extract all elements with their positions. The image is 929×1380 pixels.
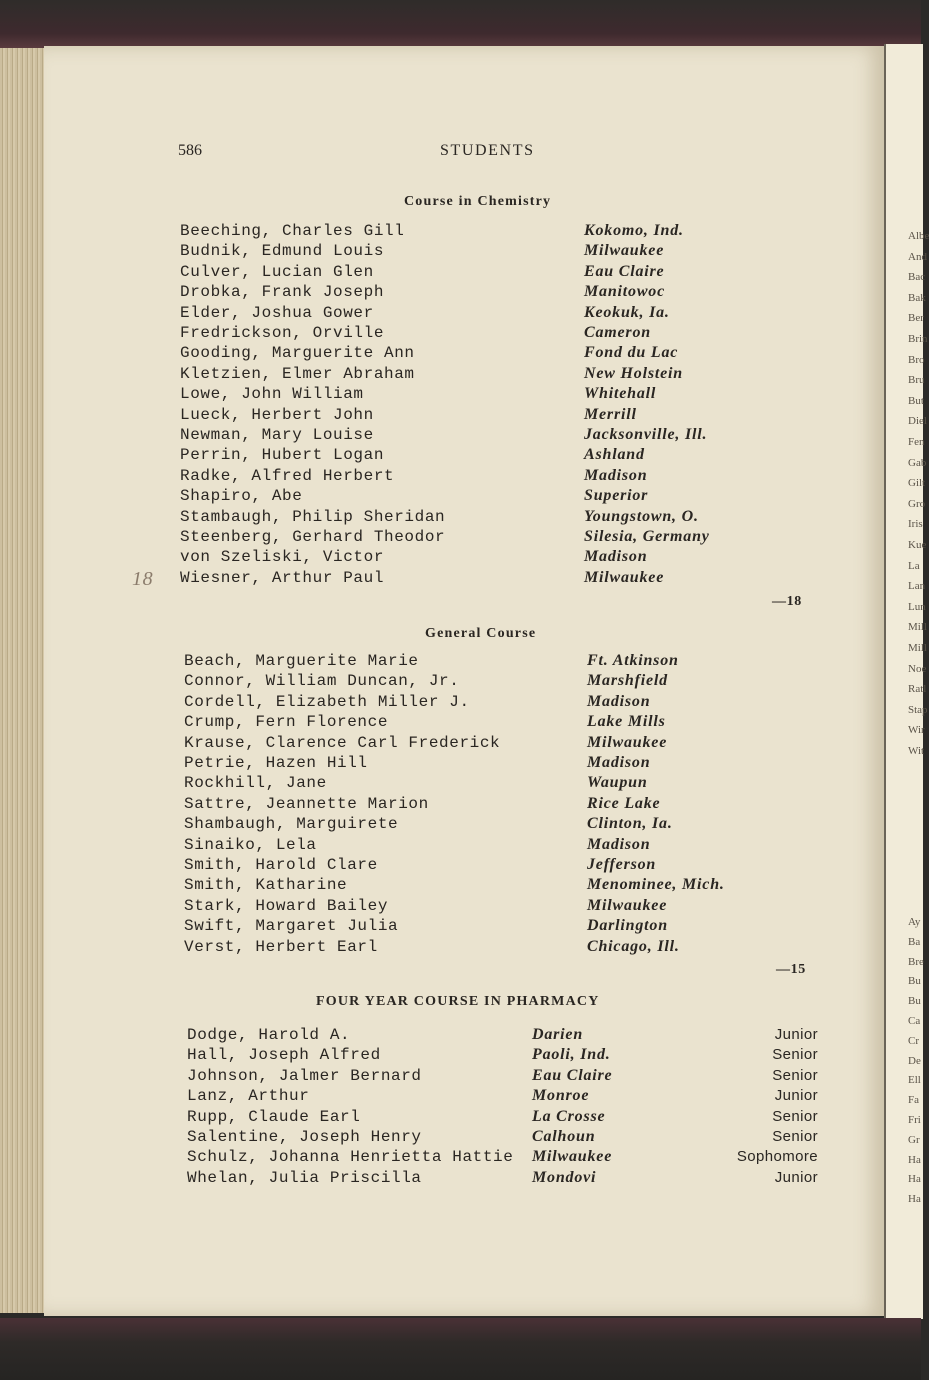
chemistry-student-town: Madison [584,548,648,565]
chemistry-student-town: Youngstown, O. [584,508,699,525]
general-total: —15 [776,962,806,977]
chemistry-student-name: Shapiro, Abe [180,487,303,505]
pharmacy-student-year: Senior [772,1108,818,1125]
pharmacy-student-year: Junior [774,1026,818,1043]
general-student-town: Ft. Atkinson [587,652,679,669]
page-edges [0,48,46,1313]
adjacent-page-fragment: Bru [908,374,925,386]
adjacent-page-fragment: La [908,560,920,572]
chemistry-total: —18 [772,594,802,609]
chemistry-student-name: Lowe, John William [180,385,364,403]
pharmacy-student-town: Milwaukee [532,1148,613,1165]
adjacent-page-fragment: Ba [908,936,921,948]
chemistry-student-name: Budnik, Edmund Louis [180,242,385,260]
chemistry-student-town: New Holstein [584,365,683,382]
adjacent-page-fragment: Bro [908,354,925,366]
general-student-name: Smith, Katharine [184,876,348,894]
adjacent-page-fragment: Albe [908,230,929,242]
general-student-town: Jefferson [587,856,657,873]
adjacent-page-fragment: Kue [908,539,927,551]
running-title: STUDENTS [440,142,535,159]
chemistry-student-town: Jacksonville, Ill. [584,426,708,443]
pharmacy-student-name: Schulz, Johanna Henrietta Hattie [187,1148,514,1166]
general-student-name: Verst, Herbert Earl [184,938,378,956]
chemistry-student-town: Fond du Lac [584,344,679,361]
adjacent-page-fragment: Bu [908,975,921,987]
adjacent-page-fragment: Iris [908,518,923,530]
page-number: 586 [178,142,202,159]
general-student-name: Crump, Fern Florence [184,713,389,731]
chemistry-student-name: Lueck, Herbert John [180,406,374,424]
book-cover-top [0,0,921,48]
general-heading: General Course [425,626,537,641]
general-student-town: Marshfield [587,672,668,689]
chemistry-student-town: Eau Claire [584,263,665,280]
pharmacy-heading: FOUR YEAR COURSE IN PHARMACY [316,994,600,1009]
general-student-town: Milwaukee [587,734,668,751]
adjacent-page-fragment: Fri [908,1114,921,1126]
book-page [44,46,884,1316]
adjacent-page-fragment: Ratl [908,683,927,695]
chemistry-student-town: Kokomo, Ind. [584,222,684,239]
adjacent-page-fragment: Ber [908,312,924,324]
adjacent-page-fragment: Ha [908,1193,921,1205]
chemistry-student-town: Superior [584,487,649,504]
adjacent-page-fragment: And [908,251,927,263]
adjacent-page-fragment: Ha [908,1173,921,1185]
chemistry-student-name: Beeching, Charles Gill [180,222,405,240]
general-student-name: Sattre, Jeannette Marion [184,795,429,813]
adjacent-page-fragment: Bre [908,956,924,968]
chemistry-student-name: Steenberg, Gerhard Theodor [180,528,446,546]
chemistry-student-town: Madison [584,467,648,484]
general-student-name: Stark, Howard Bailey [184,897,389,915]
chemistry-student-name: Gooding, Marguerite Ann [180,344,415,362]
pharmacy-student-town: Mondovi [532,1169,597,1186]
adjacent-page-fragment: Wit [908,745,925,757]
pharmacy-student-town: La Crosse [532,1108,606,1125]
adjacent-page [884,44,929,1319]
general-student-town: Chicago, Ill. [587,938,680,955]
pharmacy-student-name: Rupp, Claude Earl [187,1108,361,1126]
chemistry-student-name: von Szeliski, Victor [180,548,385,566]
general-student-name: Rockhill, Jane [184,774,327,792]
pharmacy-student-year: Junior [774,1169,818,1186]
general-student-name: Swift, Margaret Julia [184,917,399,935]
pharmacy-student-year: Senior [772,1067,818,1084]
chemistry-student-name: Kletzien, Elmer Abraham [180,365,415,383]
chemistry-student-name: Drobka, Frank Joseph [180,283,385,301]
adjacent-page-fragment: Lun [908,601,926,613]
book-cover-bottom [0,1318,921,1380]
chemistry-student-name: Radke, Alfred Herbert [180,467,395,485]
pharmacy-student-name: Dodge, Harold A. [187,1026,351,1044]
adjacent-page-fragment: De [908,1055,921,1067]
adjacent-page-fragment: Ell [908,1074,921,1086]
pharmacy-student-town: Calhoun [532,1128,596,1145]
chemistry-student-town: Milwaukee [584,242,665,259]
chemistry-student-town: Milwaukee [584,569,665,586]
adjacent-page-fragment: Bak [908,292,926,304]
adjacent-page-fragment: Fa [908,1094,919,1106]
general-student-name: Sinaiko, Lela [184,836,317,854]
chemistry-student-town: Cameron [584,324,651,341]
adjacent-page-fragment: Fen [908,436,925,448]
general-student-name: Petrie, Hazen Hill [184,754,368,772]
adjacent-page-fragment: Ca [908,1015,921,1027]
chemistry-student-town: Keokuk, Ia. [584,304,670,321]
adjacent-page-fragment: But [908,395,924,407]
adjacent-page-fragment: Mill [908,642,927,654]
pharmacy-student-name: Lanz, Arthur [187,1087,310,1105]
pharmacy-student-town: Eau Claire [532,1067,613,1084]
chemistry-student-name: Elder, Joshua Gower [180,304,374,322]
general-student-town: Madison [587,836,651,853]
chemistry-student-town: Whitehall [584,385,657,402]
adjacent-page-fragment: Mill [908,621,927,633]
chemistry-student-name: Culver, Lucian Glen [180,263,374,281]
general-student-name: Beach, Marguerite Marie [184,652,419,670]
general-student-town: Milwaukee [587,897,668,914]
pharmacy-student-year: Sophomore [736,1148,818,1165]
pharmacy-student-year: Senior [772,1128,818,1145]
chemistry-student-name: Fredrickson, Orville [180,324,385,342]
margin-note: 18 [132,568,154,590]
chemistry-student-name: Newman, Mary Louise [180,426,374,444]
chemistry-student-town: Silesia, Germany [584,528,710,545]
adjacent-page-fragment: Gr [908,1134,920,1146]
general-student-town: Clinton, Ia. [587,815,673,832]
adjacent-page-fragment: Gab [908,457,927,469]
pharmacy-student-name: Salentine, Joseph Henry [187,1128,422,1146]
adjacent-page-fragment: Stap [908,704,928,716]
chemistry-student-town: Manitowoc [584,283,665,300]
chemistry-student-name: Wiesner, Arthur Paul [180,569,385,587]
adjacent-page-fragment: Noe [908,663,927,675]
pharmacy-student-year: Junior [774,1087,818,1104]
pharmacy-student-name: Hall, Joseph Alfred [187,1046,381,1064]
chemistry-student-name: Stambaugh, Philip Sheridan [180,508,446,526]
adjacent-page-fragment: Gilt [908,477,926,489]
general-student-town: Madison [587,754,651,771]
pharmacy-student-town: Monroe [532,1087,590,1104]
chemistry-heading: Course in Chemistry [404,194,552,209]
adjacent-page-fragment: Brin [908,333,928,345]
adjacent-page-fragment: Ay [908,916,921,928]
general-student-town: Rice Lake [587,795,661,812]
pharmacy-student-name: Johnson, Jalmer Bernard [187,1067,422,1085]
general-student-name: Krause, Clarence Carl Frederick [184,734,501,752]
pharmacy-student-town: Paoli, Ind. [532,1046,611,1063]
general-student-town: Menominee, Mich. [587,876,725,893]
general-student-town: Madison [587,693,651,710]
adjacent-page-fragment: Ha [908,1154,921,1166]
adjacent-page-fragment: Gro [908,498,926,510]
general-student-name: Shambaugh, Marguirete [184,815,399,833]
general-student-name: Connor, William Duncan, Jr. [184,672,460,690]
general-student-name: Cordell, Elizabeth Miller J. [184,693,470,711]
chemistry-student-town: Ashland [584,446,645,463]
pharmacy-student-year: Senior [772,1046,818,1063]
general-student-name: Smith, Harold Clare [184,856,378,874]
pharmacy-student-name: Whelan, Julia Priscilla [187,1169,422,1187]
general-student-town: Darlington [587,917,668,934]
adjacent-page-fragment: Wir [908,724,925,736]
adjacent-page-fragment: Diel [908,415,927,427]
chemistry-student-town: Merrill [584,406,637,423]
adjacent-page-fragment: Cr [908,1035,919,1047]
general-student-town: Waupun [587,774,648,791]
general-student-town: Lake Mills [587,713,666,730]
pharmacy-student-town: Darien [532,1026,584,1043]
chemistry-student-name: Perrin, Hubert Logan [180,446,385,464]
adjacent-page-fragment: Bu [908,995,921,1007]
adjacent-page-fragment: Lan [908,580,926,592]
adjacent-page-fragment: Bac [908,271,926,283]
